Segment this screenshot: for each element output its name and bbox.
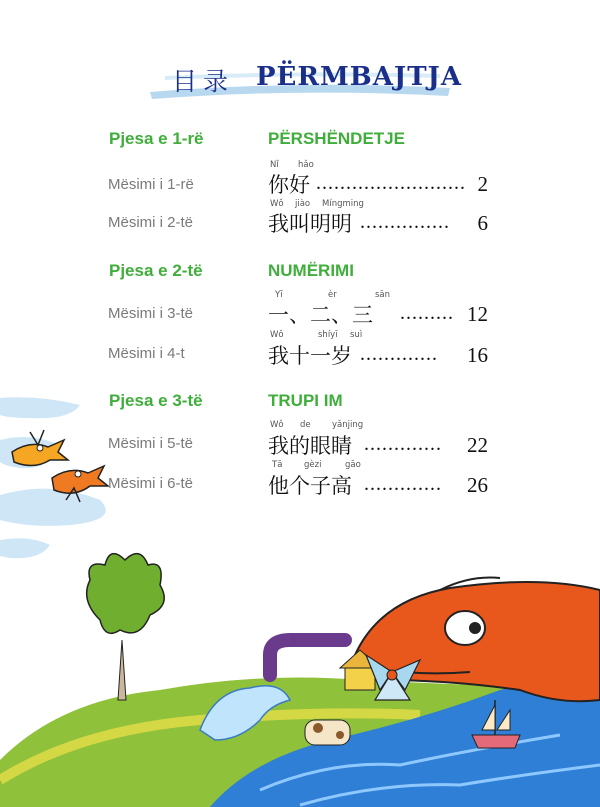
leader-dots: ............. <box>360 343 438 365</box>
pinyin: Wǒ <box>270 420 284 430</box>
pinyin: Míngming <box>322 199 364 209</box>
bird-icon <box>12 430 68 466</box>
part-label: Pjesa e 1-rë <box>109 129 204 148</box>
leader-dots: ......................... <box>316 172 466 194</box>
leader-dots: ............. <box>364 473 442 495</box>
pinyin: yǎnjing <box>332 420 364 430</box>
leader-dots: ............... <box>360 211 450 233</box>
pinyin: Wǒ <box>270 330 284 340</box>
part-title: TRUPI IM <box>268 391 343 410</box>
lesson-label: Mësimi i 3-të <box>108 305 194 322</box>
page-number: 2 <box>477 172 488 196</box>
pinyin: jiào <box>295 199 311 209</box>
part-title: NUMËRIMI <box>268 261 354 280</box>
lesson-title: 一、二、三 <box>268 303 373 327</box>
lesson-title: 你好 <box>268 173 310 197</box>
pinyin: sān <box>375 290 391 300</box>
page-number: 6 <box>477 211 488 235</box>
leader-dots: ......... <box>400 302 454 324</box>
lesson-label: Mësimi i 2-të <box>108 214 194 231</box>
pinyin: Wǒ <box>270 199 284 209</box>
lesson-title: 他个子高 <box>268 474 352 498</box>
purple-pipe <box>270 640 345 675</box>
page-number: 22 <box>467 433 488 457</box>
lesson-title: 我的眼睛 <box>268 434 352 458</box>
page-number: 12 <box>467 302 488 326</box>
part-label: Pjesa e 2-të <box>109 261 203 280</box>
cow <box>305 720 350 745</box>
pinyin: gāo <box>345 460 361 470</box>
lesson-label: Mësimi i 5-të <box>108 435 194 452</box>
part-label: Pjesa e 3-të <box>109 391 203 410</box>
page-number: 16 <box>467 343 488 367</box>
pinyin: gèzi <box>304 460 322 470</box>
lesson-label: Mësimi i 1-rë <box>108 176 194 193</box>
pinyin: Yī <box>275 290 283 300</box>
leader-dots: ............. <box>364 433 442 455</box>
pinyin: Tā <box>272 460 283 470</box>
pinyin: Nǐ <box>270 160 279 170</box>
lesson-label: Mësimi i 4-t <box>108 345 185 362</box>
lesson-title: 我十一岁 <box>268 344 352 368</box>
page-title-albanian: PËRMBAJTJA <box>256 62 463 92</box>
part-title: PËRSHËNDETJE <box>268 129 405 148</box>
pinyin: èr <box>328 290 337 300</box>
lesson-label: Mësimi i 6-të <box>108 475 194 492</box>
pinyin: suì <box>350 330 363 340</box>
pinyin: hǎo <box>298 160 314 170</box>
page-number: 26 <box>467 473 488 497</box>
page-title-chinese: 目录 <box>172 67 235 96</box>
pinyin: de <box>300 420 311 430</box>
pinyin: shíyī <box>318 330 338 340</box>
tree <box>87 554 165 700</box>
lesson-title: 我叫明明 <box>268 212 352 236</box>
